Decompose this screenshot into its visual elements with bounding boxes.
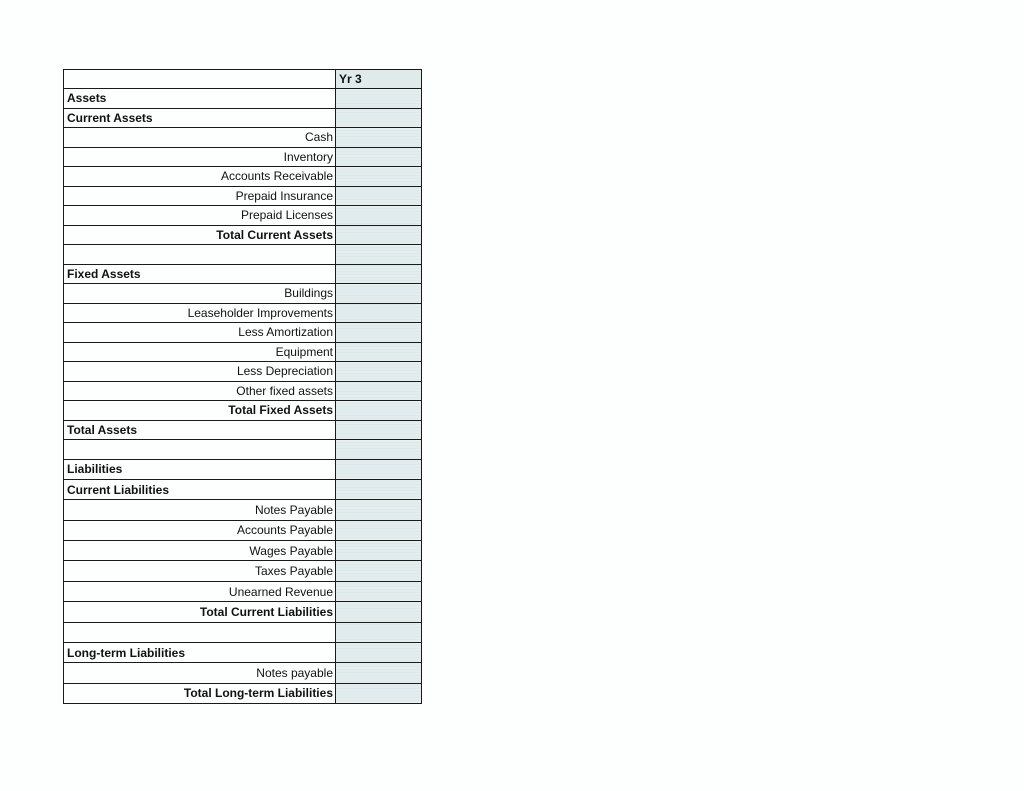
balance-sheet-table [63,69,422,704]
value-input-cell[interactable] [336,264,422,284]
total-row [64,602,422,622]
value-input-cell[interactable] [336,459,422,479]
item-label: Unearned Revenue [64,581,336,601]
section-label: Total Assets [64,420,336,440]
value-input-cell[interactable] [336,167,422,187]
blank-label-cell [64,440,336,460]
value-input-cell[interactable] [336,683,422,703]
value-input-cell[interactable] [336,303,422,323]
item-label: Buildings [64,284,336,304]
section-row [64,643,422,663]
blank-label-cell [64,245,336,265]
total-label: Total Current Liabilities [64,602,336,622]
value-input-cell[interactable] [336,541,422,561]
item-row [64,500,422,520]
item-row [64,186,422,206]
value-input-cell[interactable] [336,500,422,520]
value-input-cell[interactable] [336,561,422,581]
header-row [64,70,422,89]
item-row [64,128,422,148]
item-label: Cash [64,128,336,148]
item-row [64,520,422,540]
total-row [64,401,422,421]
item-row [64,303,422,323]
header-label-cell [64,70,336,89]
total-row [64,225,422,245]
value-input-cell[interactable] [336,622,422,642]
value-input-cell[interactable] [336,401,422,421]
item-row [64,284,422,304]
item-row [64,541,422,561]
item-label: Notes payable [64,663,336,683]
total-label: Total Long-term Liabilities [64,683,336,703]
value-input-cell[interactable] [336,602,422,622]
item-label: Taxes Payable [64,561,336,581]
blank-row [64,622,422,642]
value-input-cell[interactable] [336,663,422,683]
item-label: Prepaid Insurance [64,186,336,206]
item-label: Less Amortization [64,323,336,343]
value-input-cell[interactable] [336,643,422,663]
item-label: Prepaid Licenses [64,206,336,226]
blank-row [64,245,422,265]
section-row [64,420,422,440]
section-label: Current Liabilities [64,479,336,499]
section-row [64,459,422,479]
item-row [64,663,422,683]
value-input-cell[interactable] [336,520,422,540]
section-row [64,89,422,109]
item-row [64,381,422,401]
item-label: Inventory [64,147,336,167]
item-row [64,561,422,581]
item-row [64,147,422,167]
year-column-header: Yr 3 [336,70,422,89]
value-input-cell[interactable] [336,581,422,601]
value-input-cell[interactable] [336,147,422,167]
value-input-cell[interactable] [336,89,422,109]
section-label: Long-term Liabilities [64,643,336,663]
section-row [64,108,422,128]
value-input-cell[interactable] [336,440,422,460]
total-label: Total Fixed Assets [64,401,336,421]
blank-label-cell [64,622,336,642]
value-input-cell[interactable] [336,362,422,382]
total-row [64,683,422,703]
blank-row [64,440,422,460]
value-input-cell[interactable] [336,206,422,226]
value-input-cell[interactable] [336,323,422,343]
item-label: Wages Payable [64,541,336,561]
value-input-cell[interactable] [336,186,422,206]
item-row [64,362,422,382]
item-label: Leaseholder Improvements [64,303,336,323]
item-label: Accounts Receivable [64,167,336,187]
value-input-cell[interactable] [336,381,422,401]
section-row [64,264,422,284]
item-label: Other fixed assets [64,381,336,401]
item-label: Equipment [64,342,336,362]
item-row [64,581,422,601]
item-row [64,167,422,187]
value-input-cell[interactable] [336,479,422,499]
item-label: Less Depreciation [64,362,336,382]
value-input-cell[interactable] [336,128,422,148]
item-label: Accounts Payable [64,520,336,540]
item-row [64,323,422,343]
section-row [64,479,422,499]
section-label: Assets [64,89,336,109]
section-label: Fixed Assets [64,264,336,284]
total-label: Total Current Assets [64,225,336,245]
item-row [64,342,422,362]
section-label: Current Assets [64,108,336,128]
item-row [64,206,422,226]
value-input-cell[interactable] [336,108,422,128]
value-input-cell[interactable] [336,225,422,245]
value-input-cell[interactable] [336,342,422,362]
item-label: Notes Payable [64,500,336,520]
value-input-cell[interactable] [336,245,422,265]
value-input-cell[interactable] [336,284,422,304]
value-input-cell[interactable] [336,420,422,440]
section-label: Liabilities [64,459,336,479]
